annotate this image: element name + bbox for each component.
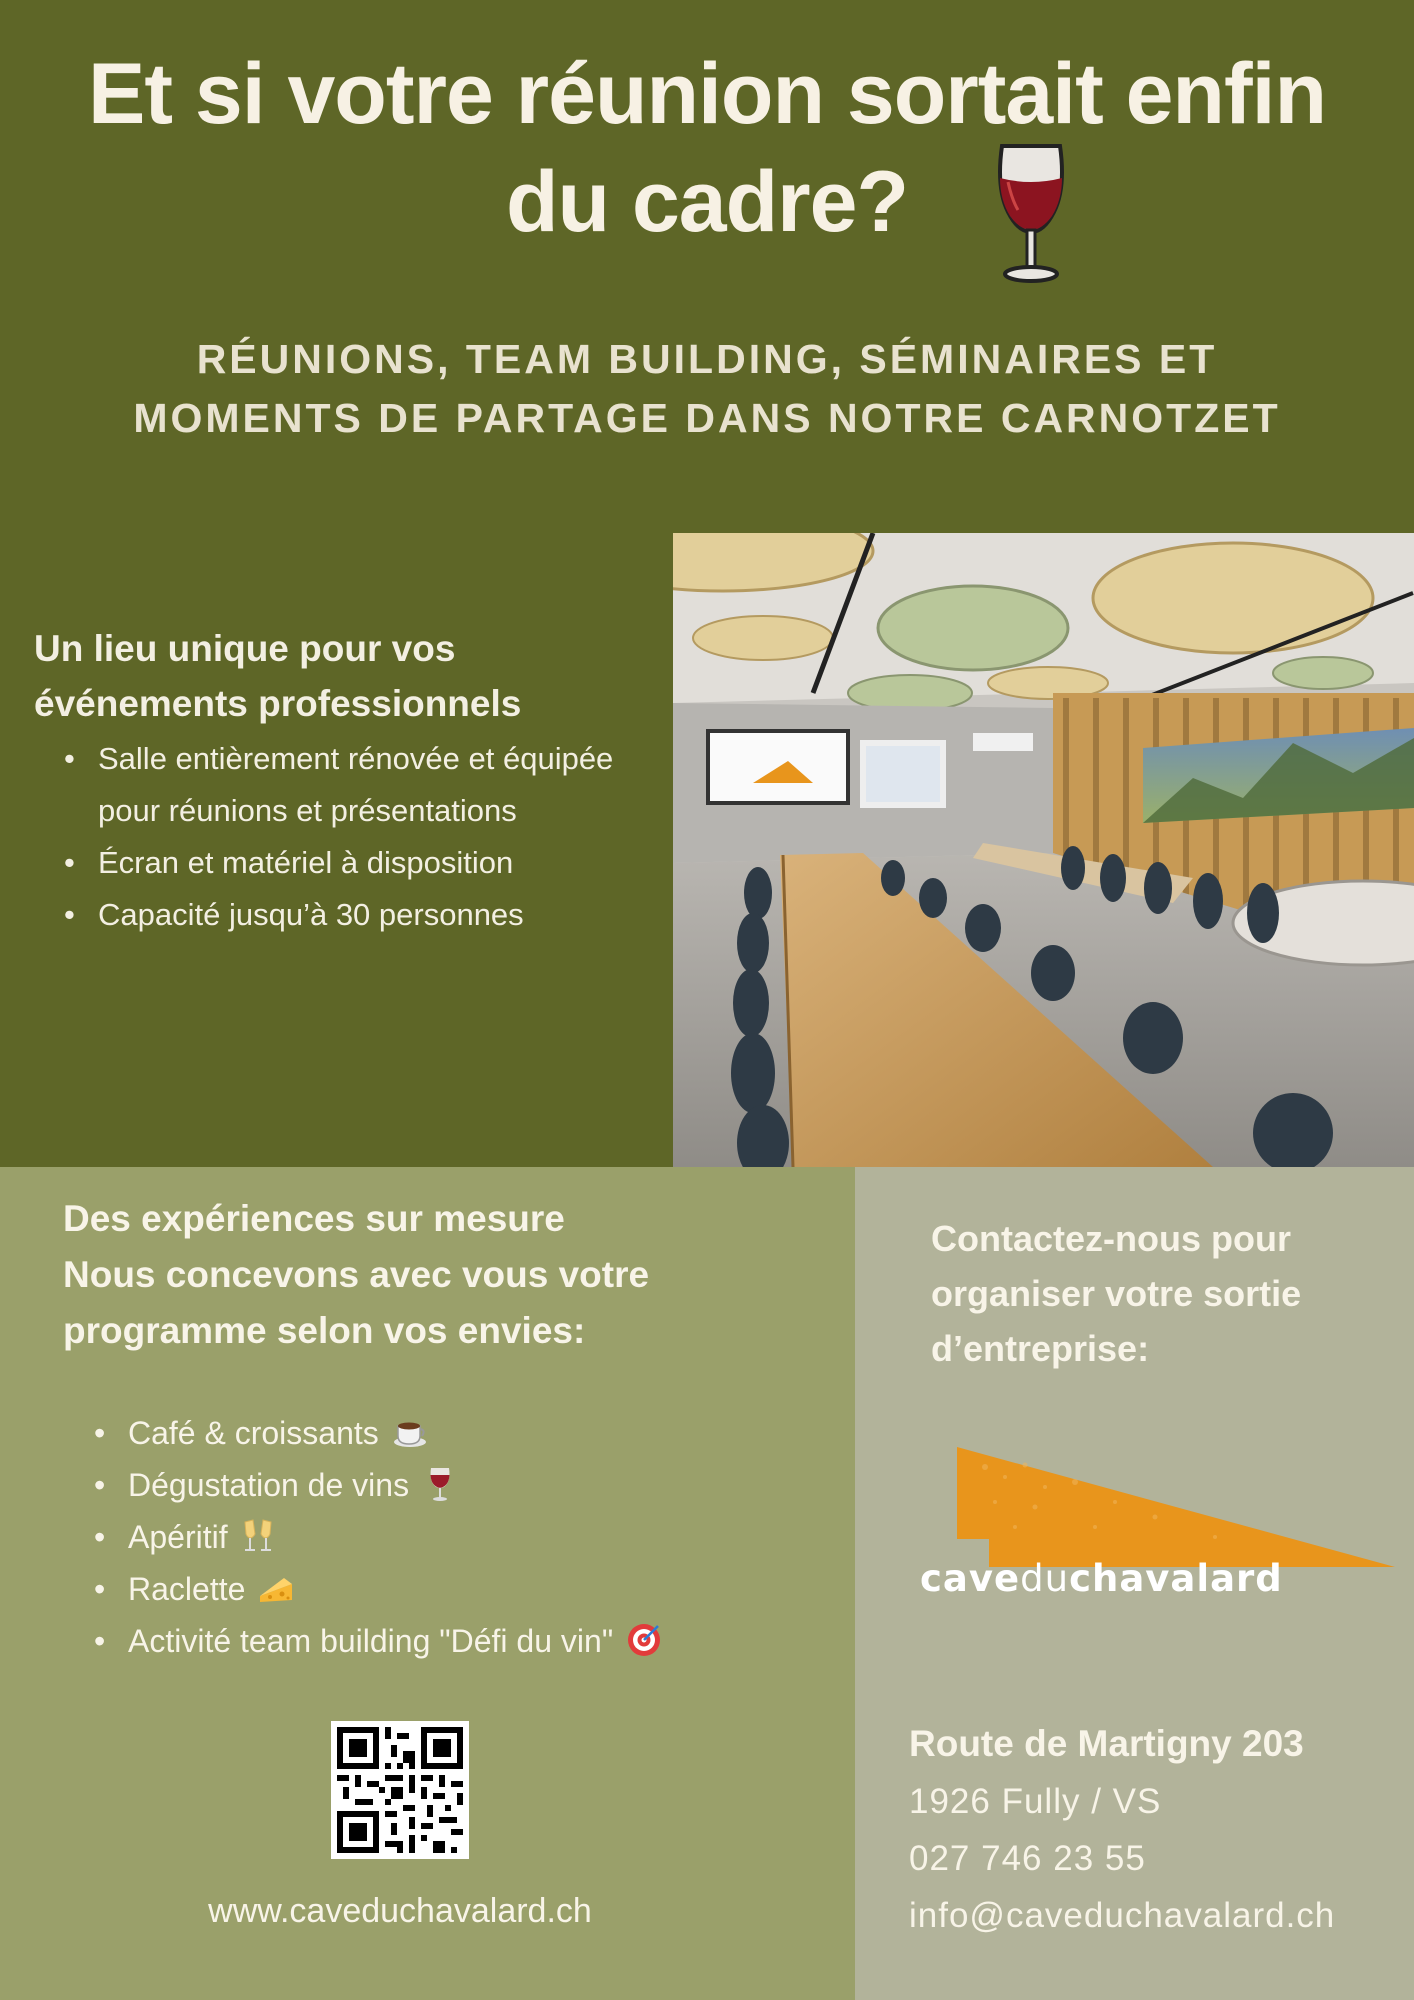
wine-glass-icon [422, 1466, 458, 1502]
experience-label: Café & croissants [128, 1415, 379, 1451]
experience-item [92, 1563, 852, 1615]
city-address: 1926 Fully / VS [909, 1782, 1162, 1821]
logo-wordmark-chavalard: chavalard [1069, 1557, 1283, 1600]
experiences-section [0, 1167, 855, 2000]
contact-title-line-2: organiser votre sortie [931, 1273, 1302, 1314]
experience-item [92, 1511, 852, 1563]
logo-wordmark-cave: cave [920, 1557, 1021, 1600]
coffee-cup-icon [392, 1414, 428, 1450]
venue-features-list [62, 733, 672, 941]
meeting-room-photo [673, 533, 1414, 1167]
venue-feature-item: • Salle entièrement rénovée et équipée pour réunions et présentations [62, 733, 672, 837]
logo-wordmark [920, 1557, 1283, 1600]
contact-address-block [909, 1715, 1399, 1944]
logo-wordmark-du: du [1020, 1557, 1070, 1600]
experiences-title-line-3: programme selon vos envies: [63, 1310, 586, 1351]
champagne-glasses-icon [240, 1518, 276, 1554]
experiences-title [63, 1191, 823, 1359]
page-subtitle [0, 330, 1414, 448]
subtitle-line-1: RÉUNIONS, TEAM BUILDING, SÉMINAIRES ET [196, 336, 1218, 382]
venue-title: Un lieu unique pour vos événements professionnels [34, 628, 522, 724]
subtitle-line-2: MOMENTS DE PARTAGE DANS NOTRE CARNOTZET [133, 395, 1281, 441]
title-line-2: du cadre? [506, 154, 908, 250]
header-section [0, 0, 1414, 533]
venue-feature-item: • Écran et matériel à disposition [62, 837, 672, 889]
contact-title-line-3: d’entreprise: [931, 1328, 1150, 1369]
experiences-title-line-1: Des expériences sur mesure [63, 1198, 565, 1239]
experiences-title-line-2: Nous concevons avec vous votre [63, 1254, 650, 1295]
experience-label: Dégustation de vins [128, 1467, 410, 1503]
contact-title [931, 1211, 1391, 1376]
experience-label: Apéritif [128, 1519, 237, 1555]
venue-section [0, 533, 673, 1167]
phone-number[interactable]: 027 746 23 55 [909, 1839, 1146, 1878]
qr-code-pattern [337, 1727, 463, 1853]
email-address[interactable]: info@caveduchavalard.ch [909, 1896, 1336, 1935]
street-address: Route de Martigny 203 [909, 1723, 1304, 1764]
website-link[interactable]: www.caveduchavalard.ch [208, 1892, 592, 1930]
title-line-1: Et si votre réunion sortait enfin [87, 46, 1327, 142]
qr-code[interactable] [331, 1721, 469, 1859]
cheese-icon [258, 1570, 294, 1606]
contact-title-line-1: Contactez-nous pour [931, 1218, 1291, 1259]
wine-glass-icon [992, 140, 1070, 286]
target-icon [626, 1622, 662, 1658]
experience-item [92, 1615, 852, 1667]
experiences-list [92, 1407, 852, 1667]
experience-item [92, 1407, 852, 1459]
contact-section [855, 1167, 1414, 2000]
page-title [0, 40, 1414, 256]
experience-label: Activité team building "Défi du vin" [128, 1623, 614, 1659]
venue-feature-item: • Capacité jusqu’à 30 personnes [62, 889, 672, 941]
meeting-room-illustration [673, 533, 1414, 1167]
experience-label: Raclette [128, 1571, 255, 1607]
experience-item [92, 1459, 852, 1511]
